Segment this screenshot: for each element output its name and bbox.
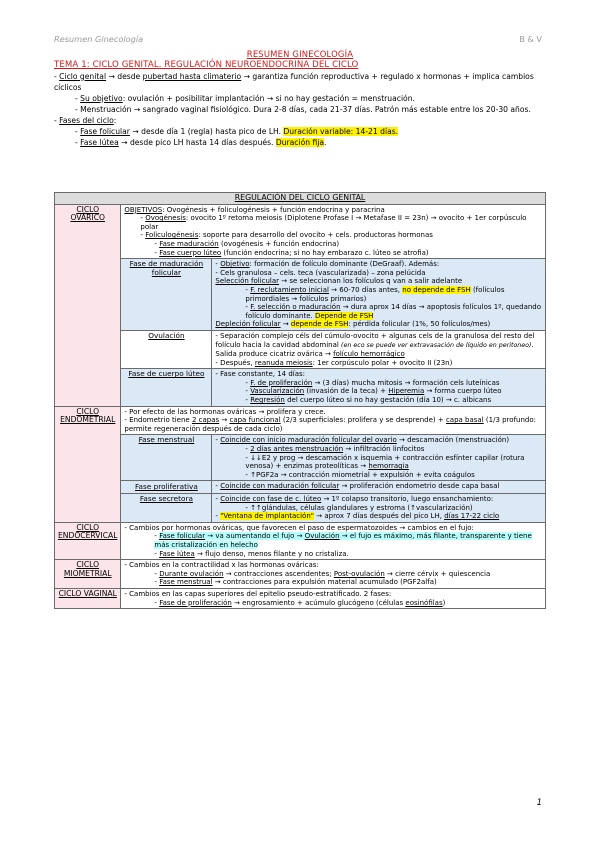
sub-label-cuerpo-luteo: Fase de cuerpo lúteo (121, 369, 212, 406)
sub-label-proliferativa: Fase proliferativa (121, 481, 212, 494)
regulation-table (54, 192, 546, 609)
running-header-right: B & V (519, 34, 542, 44)
intro-notes (54, 71, 546, 149)
sub-label-ovulacion: Ovulación (121, 330, 212, 368)
miometrial-text: - Cambios en la contractilidad x las hormonas ováricas: - Durante ovulación → contracciones ascendentes; Post-ovulación → cierre cérvix + quiescencia - Fase menstrual → contracciones para expulsión material acumulado (PGF2alfa) (121, 560, 546, 589)
page-number: 1 (536, 798, 542, 808)
running-header-left: Resumen Ginecología (54, 34, 144, 44)
row-label-miometrial: CICLO MIOMETRIAL (55, 560, 121, 589)
menstrual-text: - Coincide con inicio maduración folicular del ovario → descamación (menstruación) - 2 días antes menstruación → infiltración linfocitos - ↓↓E2 y prog → descamación x isquemia + contracción esfínter capilar (rotura venosa) + enzimas proteolíticas → hemorragia - ↑PGF2a → contracción miometrial + expulsión + evita coágulos (212, 435, 546, 481)
intro-objetivo: - Su objetivo: ovulación + posibilitar implantación → si no hay gestación = menstruación. (75, 93, 415, 103)
document-title: RESUMEN GINECOLOGÍA (246, 49, 354, 59)
intro-fase-folicular: - Fase folicular → desde día 1 (regla) hasta pico de LH. Duración variable: 14-21 días. (75, 126, 399, 136)
sub-label-menstrual: Fase menstrual (121, 435, 212, 481)
row-label-ovarico: CICLO OVÁRICO (55, 204, 121, 406)
row-label-endocervical: CICLO ENDOCERVICAL (55, 522, 121, 559)
endocervical-text: - Cambios por hormonas ováricas, que favorecen el paso de espermatozoides → cambios en el fujo: - Fase folicular → va aumentando el fujo → Ovulación → el fujo es máximo, más filante, transparente y tiene más cristalización en helecho - Fase lútea → flujo denso, menos filante y no cristaliza. (121, 522, 546, 559)
ovarico-objectives: OBJETIVOS: Ovogénesis + foliculogénesis + función endocrina y paracrina - Ovogénesis: ovocito 1º retoma meiosis (Diplotene Profase I → Metafase II = 23n) → ovocito + 1er corpúsculo polar - Foliculogénesis: soporte para desarrollo del ovocito + cels. productoras hormonas - Fase maduración (ovogénesis + función endocrina) - Fase cuerpo lúteo (función endocrina; si no hay embarazo c. lúteo se atrofia) (121, 204, 546, 259)
sub-label-maduracion: Fase de maduración folicular (121, 259, 212, 331)
maduracion-text: - Objetivo: formación de folículo dominante (DeGraaf). Además: - Cels granulosa – cels. teca (vascularizada) – zona pelúcida Selección folicular → se seleccionan los folículos q van a salir adelante - F. reclutamiento inicial → 60-70 días antes, no depende de FSH (folículos primordiales → folículos primarios) - F. selección o maduración → dura aprox 14 días → apoptosis folículos 1º, quedando folículo dominante. Depende de FSH Depleción folicular → depende de FSH: pérdida folicular (1%, 50 folículos/mes) (212, 259, 546, 331)
secretora-text: - Coincide con fase de c. lúteo → 1º colapso transitorio, luego ensanchamiento: - ↑↑glándulas, células glandulares y estroma (↑vascularización) - "Ventana de implantación" → aprox 7 días después del pico LH, días 17-22 ciclo (212, 494, 546, 523)
intro-section (54, 47, 546, 148)
intro-menstruacion: - Menstruación → sangrado vaginal fisiológico. Dura 2-8 días, cada 21-37 días. Patrón más estable entre los 20-30 años. (75, 104, 531, 114)
cuerpo-luteo-text: - Fase constante, 14 días: - F. de proliferación → (3 días) mucha mitosis → formación cels luteínicas - Vascularización (invasión de la teca) + Hiperemia → forma cuerpo lúteo - Regresión del cuerpo lúteo si no hay gestación (día 10) → c. albicans (212, 369, 546, 406)
intro-ciclo-genital: - Ciclo genital → desde pubertad hasta climaterio → garantiza función reproductiva + regulado x hormonas + implica cambios cíclicos (54, 71, 534, 92)
table-caption: REGULACIÓN DEL CICLO GENITAL (55, 193, 546, 205)
intro-fase-lutea: - Fase lútea → desde pico LH hasta 14 días después. Duración fija. (75, 138, 327, 148)
chapter-title: TEMA 1: CICLO GENITAL. REGULACIÓN NEUROENDOCRINA DEL CICLO (54, 60, 359, 70)
vaginal-text: - Cambios en las capas superiores del epitelio pseudo-estratificado. 2 fases: - Fase de proliferación → engrosamiento + acúmulo glucógeno (células eosinófilas) (121, 588, 546, 608)
intro-fases: - Fases del ciclo: (54, 115, 117, 125)
endometrial-intro: - Por efecto de las hormonas ováricas → prolifera y crece. - Endometrio tiene 2 capas → capa funcional (2/3 superficiales: prolifera y se desprende) + capa basal (1/3 profundo: permite regeneración después de cada ciclo) (121, 406, 546, 435)
row-label-vaginal: CICLO VAGINAL (55, 588, 121, 608)
row-label-endometrial: CICLO ENDOMETRIAL (55, 406, 121, 522)
ovulacion-text: - Separación complejo céls del cúmulo-ovocito + algunas cels de la granulosa del resto del folículo hacia la cavidad abdominal (en eco se puede ver extravasación de líquido en peritoneo). Salida produce cicatriz ovárica → folículo hemorrágico - Después, reanuda meiosis: 1er corpúsculo polar + ovocito II (23n) (212, 330, 546, 368)
proliferativa-text: - Coincide con maduración folicular → proliferación endometrio desde capa basal (212, 481, 546, 494)
sub-label-secretora: Fase secretora (121, 494, 212, 523)
